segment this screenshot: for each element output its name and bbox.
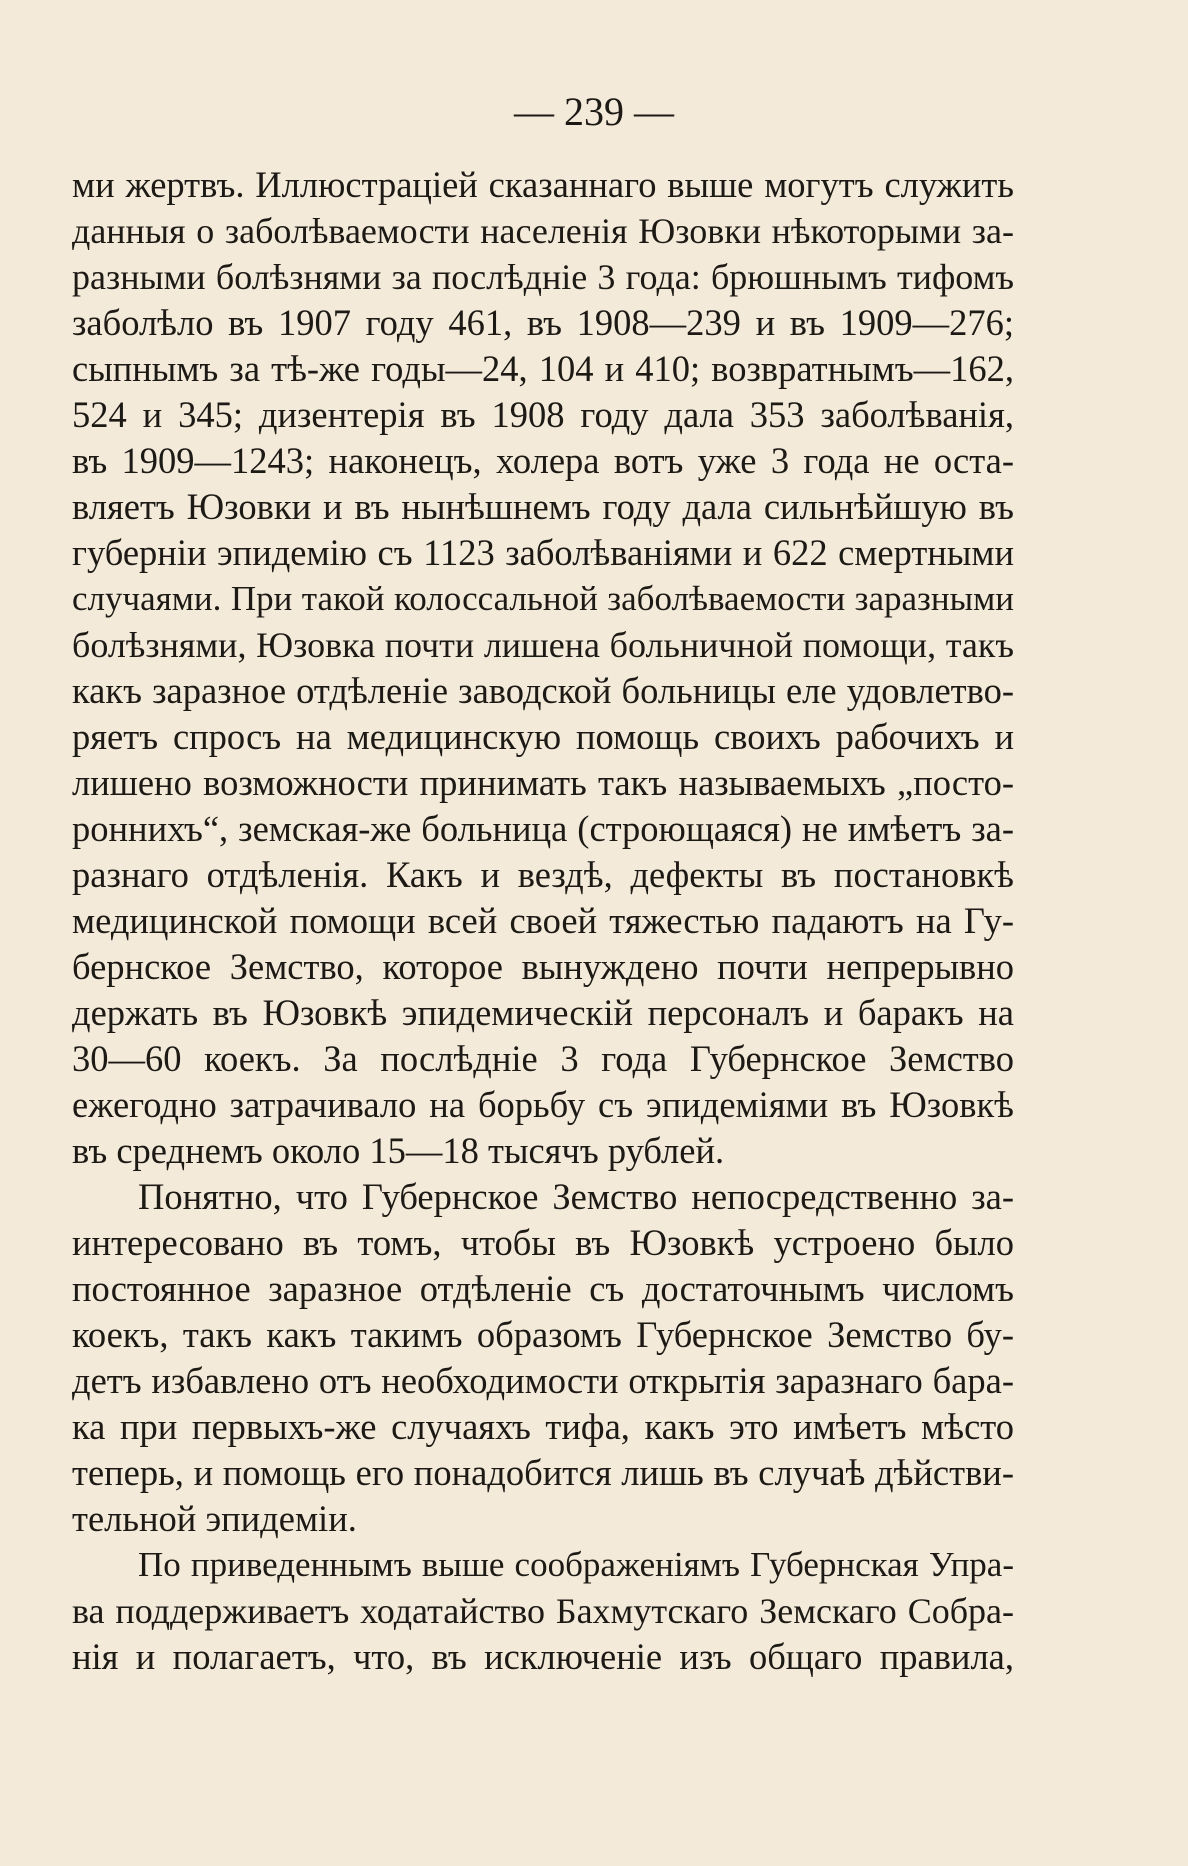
text-line: разнаго отдѣленія. Какъ и вездѣ, дефекты въ постановкѣ — [72, 854, 1014, 895]
text-line: ряетъ спросъ на медицинскую помощь своихъ рабочихъ и — [72, 716, 1014, 757]
text-line: ка при первыхъ-же случаяхъ тифа, какъ это имѣетъ мѣсто — [72, 1406, 1014, 1447]
body-text — [72, 162, 1014, 1680]
text-line: бернское Земство, которое вынуждено почти непрерывно — [72, 946, 1014, 987]
text-line: губерніи эпидемію съ 1123 заболѣваніями и 622 смертными — [72, 532, 1014, 573]
paragraph-1 — [72, 162, 1014, 1174]
text-line: заболѣло въ 1907 году 461, въ 1908—239 и въ 1909—276; — [72, 302, 1014, 343]
text-line: детъ избавлено отъ необходимости открытія заразнаго бара- — [72, 1360, 1014, 1401]
text-line: ва поддерживаетъ ходатайство Бахмутскаго Земскаго Собра- — [72, 1591, 1014, 1631]
text-line: какъ заразное отдѣленіе заводской больницы еле удовлетво- — [72, 670, 1014, 711]
text-line: нія и полагаетъ, что, въ исключеніе изъ общаго правила, — [72, 1636, 1014, 1677]
page-number: — 239 — — [514, 89, 674, 134]
paragraph-3 — [72, 1542, 1014, 1680]
text-line: коекъ, такъ какъ такимъ образомъ Губернское Земство бу- — [72, 1314, 1014, 1355]
text-line: сыпнымъ за тѣ-же годы—24, 104 и 410; возвратнымъ—162, — [72, 348, 1014, 389]
text-line: По приведеннымъ выше соображеніямъ Губернская Упра- — [138, 1545, 1014, 1584]
text-line: тельной эпидеміи. — [72, 1498, 357, 1539]
text-line: постоянное заразное отдѣленіе съ достаточнымъ числомъ — [72, 1268, 1014, 1309]
text-line: болѣзнями, Юзовка почти лишена больничной помощи, такъ — [72, 625, 1014, 665]
text-line: случаями. При такой колоссальной заболѣваемости заразными — [72, 579, 1014, 618]
text-line: теперь, и помощь его понадобится лишь въ случаѣ дѣйстви- — [72, 1452, 1014, 1493]
paragraph-2 — [72, 1174, 1014, 1542]
text-line: вляетъ Юзовки и въ нынѣшнемъ году дала сильнѣйшую въ — [72, 486, 1014, 527]
text-line: интересовано въ томъ, чтобы въ Юзовкѣ устроено было — [72, 1222, 1014, 1263]
text-line: данныя о заболѣваемости населенія Юзовки нѣкоторыми за- — [72, 211, 1014, 251]
text-line: разными болѣзнями за послѣдніе 3 года: брюшнымъ тифомъ — [72, 257, 1014, 297]
text-line: медицинской помощи всей своей тяжестью падаютъ на Гу- — [72, 900, 1014, 941]
text-line: 30—60 коекъ. За послѣдніе 3 года Губернское Земство — [72, 1038, 1014, 1079]
text-line: лишено возможности принимать такъ называемыхъ „посто- — [72, 762, 1014, 803]
text-line: въ среднемъ около 15—18 тысячъ рублей. — [72, 1130, 725, 1171]
text-line: ежегодно затрачивало на борьбу съ эпидеміями въ Юзовкѣ — [72, 1084, 1014, 1125]
text-line: 524 и 345; дизентерія въ 1908 году дала 353 заболѣванія, — [72, 394, 1014, 435]
text-line: Понятно, что Губернское Земство непосредственно за- — [138, 1176, 1014, 1217]
text-line: въ 1909—1243; наконецъ, холера вотъ уже 3 года не оста- — [72, 440, 1014, 481]
text-line: держать въ Юзовкѣ эпидемическій персоналъ и баракъ на — [72, 992, 1014, 1033]
text-line: роннихъ“, земская-же больница (строющаяся) не имѣетъ за- — [72, 808, 1014, 849]
text-line: ми жертвъ. Иллюстраціей сказаннаго выше могутъ служить — [72, 164, 1014, 205]
